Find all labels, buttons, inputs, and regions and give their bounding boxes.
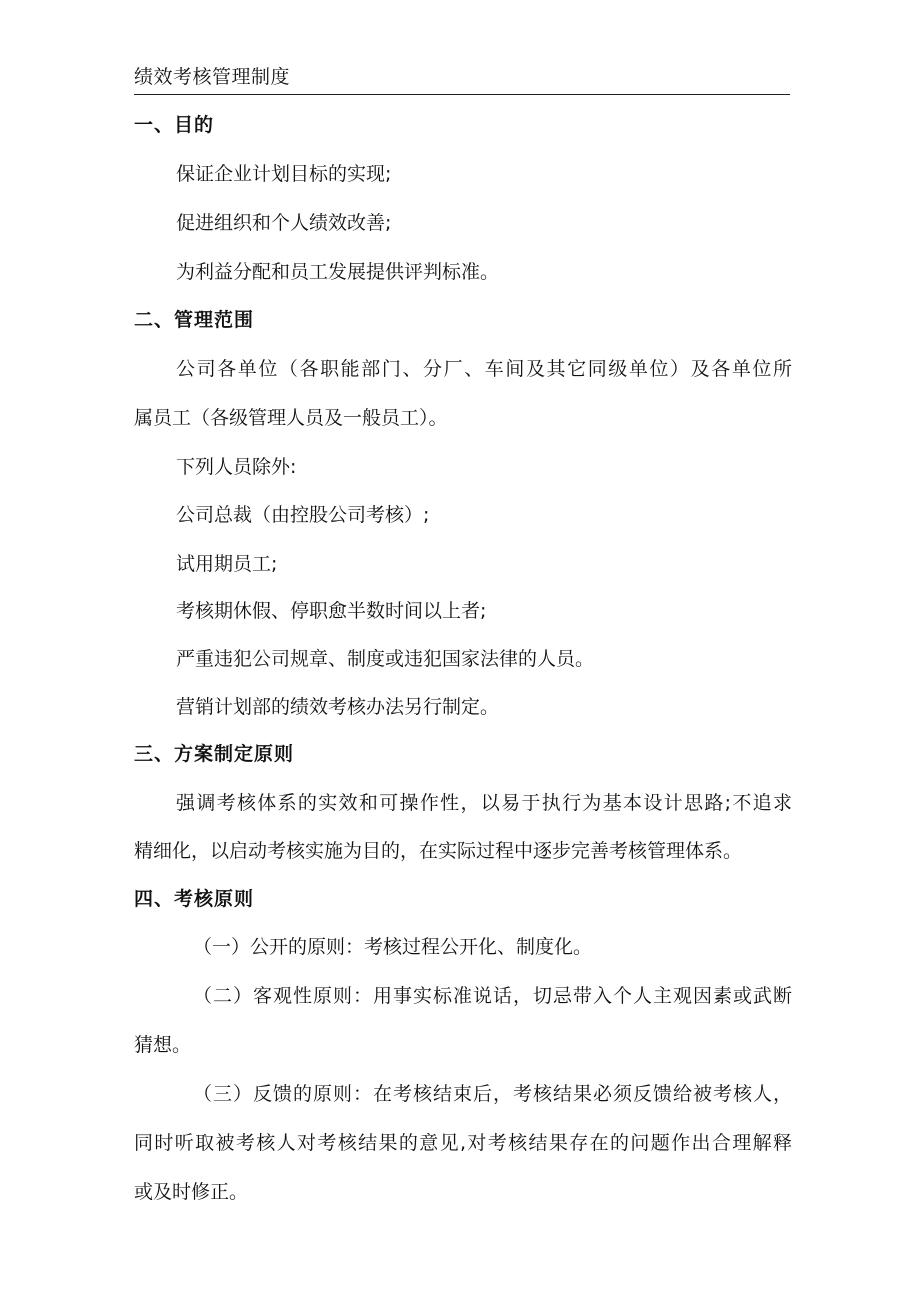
- design-paragraph-line: 强调考核体系的实效和可操作性，以易于执行为基本设计思路;不追求: [176, 792, 792, 814]
- purpose-item: 为利益分配和员工发展提供评判标准。: [176, 261, 500, 283]
- exclusion-intro: 下列人员除外:: [176, 456, 297, 478]
- scope-paragraph-line: 公司各单位（各职能部门、分厂、车间及其它同级单位）及各单位所: [176, 358, 792, 380]
- purpose-item: 促进组织和个人绩效改善;: [176, 212, 392, 234]
- principle-feedback-line: （三）反馈的原则：在考核结束后，考核结果必须反馈给被考核人，: [193, 1083, 792, 1105]
- exclusion-item: 试用期员工;: [176, 553, 278, 575]
- principle-feedback-line: 同时听取被考核人对考核结果的意见,对考核结果存在的问题作出合理解释: [134, 1132, 792, 1154]
- principle-objective-line: 猜想。: [134, 1034, 192, 1056]
- exclusion-item: 考核期休假、停职愈半数时间以上者;: [176, 600, 487, 622]
- scope-paragraph-line: 属员工（各级管理人员及一般员工）。: [134, 407, 448, 429]
- exclusion-item: 严重违犯公司规章、制度或违犯国家法律的人员。: [176, 648, 595, 670]
- section-heading-scope: 二、管理范围: [134, 309, 255, 331]
- principle-objective-line: （二）客观性原则：用事实标准说话，切忌带入个人主观因素或武断: [193, 985, 792, 1007]
- principle-open: （一）公开的原则：考核过程公开化、制度化。: [193, 936, 593, 958]
- section-heading-assessment-principles: 四、考核原则: [134, 888, 255, 910]
- section-heading-principles-design: 三、方案制定原则: [134, 743, 295, 765]
- design-paragraph-line: 精细化，以启动考核实施为目的，在实际过程中逐步完善考核管理体系。: [134, 840, 743, 862]
- principle-feedback-line: 或及时修正。: [134, 1181, 249, 1203]
- purpose-item: 保证企业计划目标的实现;: [176, 163, 392, 185]
- exclusion-item: 公司总裁（由控股公司考核）;: [176, 504, 430, 526]
- scope-note: 营销计划部的绩效考核办法另行制定。: [176, 696, 500, 718]
- section-heading-purpose: 一、目的: [134, 114, 215, 136]
- document-header: [134, 62, 790, 95]
- document-title: 绩效考核管理制度: [134, 66, 291, 88]
